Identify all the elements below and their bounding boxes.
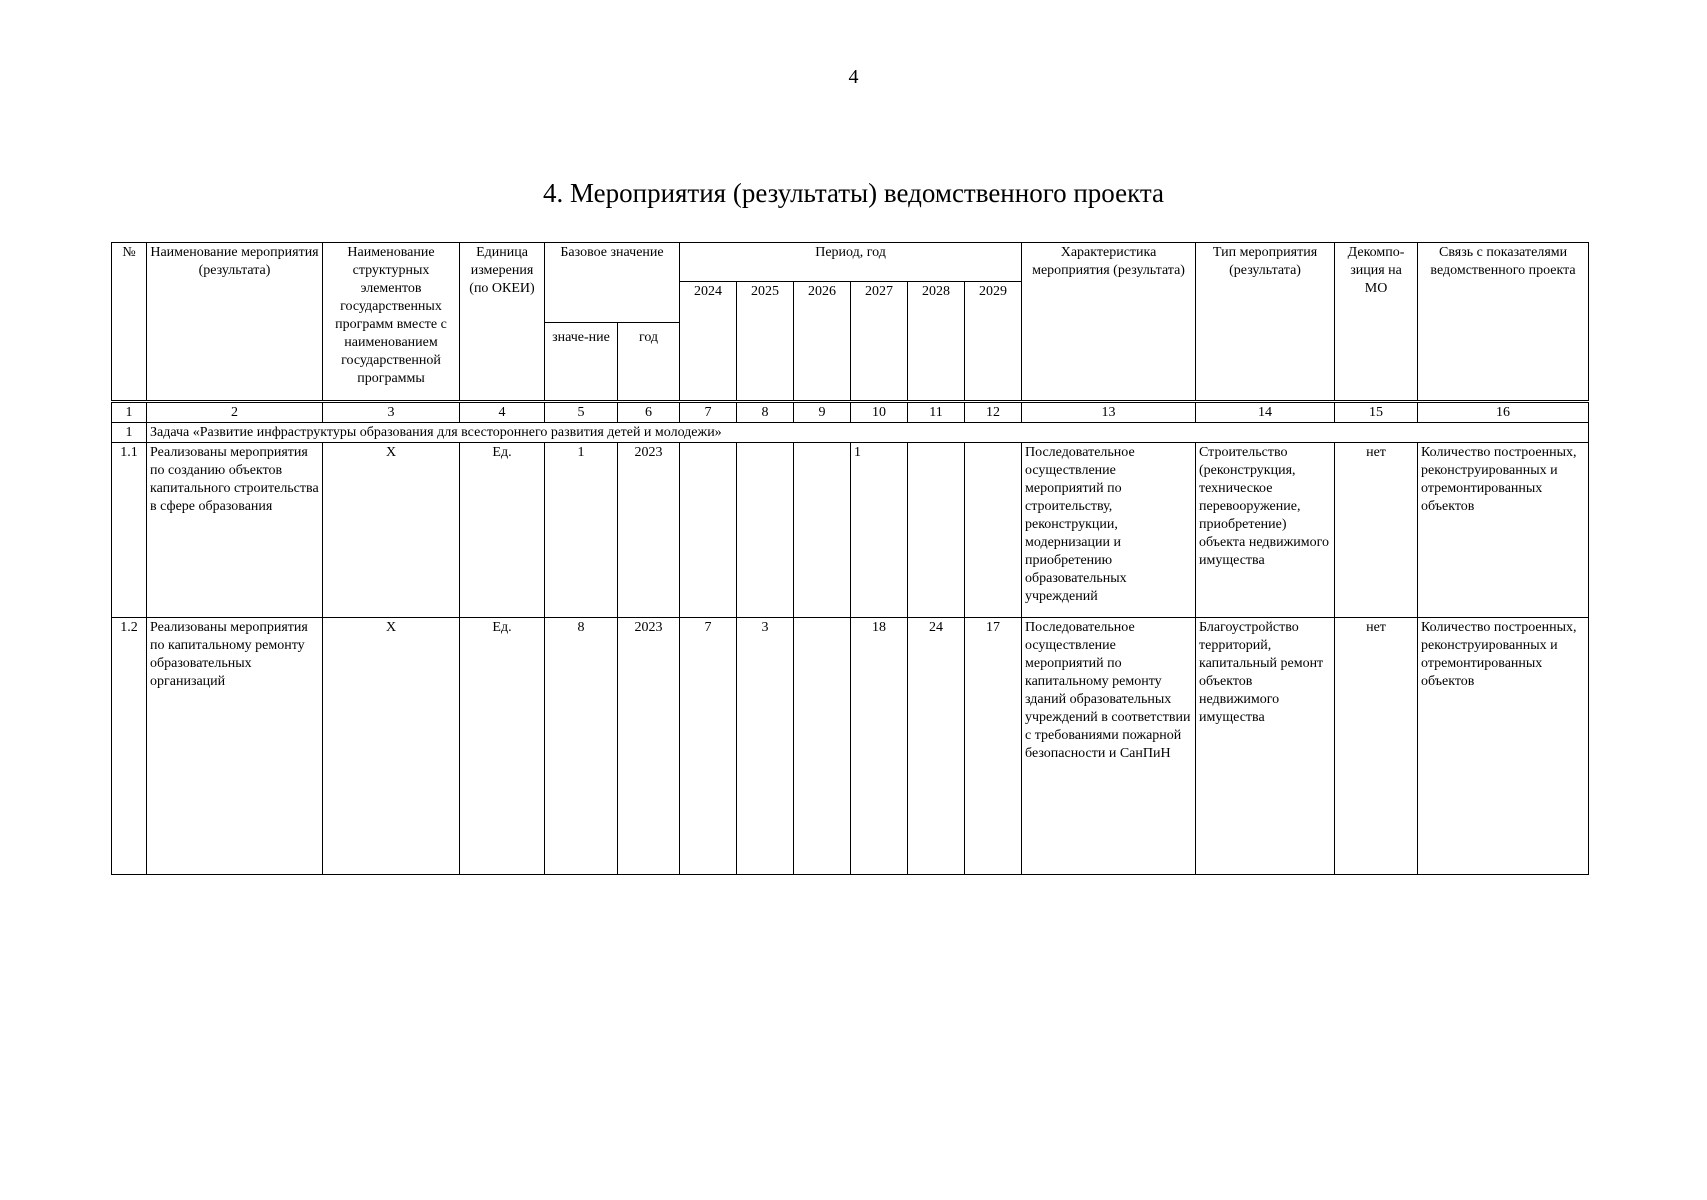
row-year-2024 — [680, 443, 737, 618]
data-table — [111, 402, 1589, 875]
header-characteristic: Характеристика мероприятия (результата) — [1022, 243, 1196, 401]
header-year-2024: 2024 — [680, 282, 737, 401]
row-year-2028 — [908, 443, 965, 618]
header-base-year: год — [618, 323, 680, 401]
row-no: 1.2 — [112, 618, 147, 875]
row-characteristic: Последовательное осуществление мероприятий по капитальному ремонту зданий образовательных учреждений в соответствии с требованиями пожарной безопасности и СанПиН — [1022, 618, 1196, 875]
row-struct: Х — [323, 618, 460, 875]
row-decomposition: нет — [1335, 618, 1418, 875]
header-no: № — [112, 243, 147, 401]
row-year-2026 — [794, 618, 851, 875]
header-period: Период, год — [680, 243, 1022, 282]
row-year-2027: 1 — [851, 443, 908, 618]
header-year-2027: 2027 — [851, 282, 908, 401]
row-year-2028: 24 — [908, 618, 965, 875]
column-number: 7 — [680, 403, 737, 423]
row-year-2024: 7 — [680, 618, 737, 875]
column-numbers-row — [112, 403, 1589, 423]
row-base-value: 1 — [545, 443, 618, 618]
column-number: 12 — [965, 403, 1022, 423]
column-number: 14 — [1196, 403, 1335, 423]
header-year-2028: 2028 — [908, 282, 965, 401]
row-year-2025 — [737, 443, 794, 618]
task-row — [112, 423, 1589, 443]
header-table — [111, 242, 1589, 401]
row-base-year: 2023 — [618, 443, 680, 618]
row-year-2025: 3 — [737, 618, 794, 875]
header-link: Связь с показателями ведомственного проекта — [1418, 243, 1589, 401]
column-number: 8 — [737, 403, 794, 423]
table-row — [112, 443, 1589, 618]
row-struct: Х — [323, 443, 460, 618]
header-struct: Наименование структурных элементов государственных программ вместе с наименованием государственной программы — [323, 243, 460, 401]
header-year-2026: 2026 — [794, 282, 851, 401]
column-number: 1 — [112, 403, 147, 423]
row-unit: Ед. — [460, 618, 545, 875]
header-decomposition: Декомпо-зиция на МО — [1335, 243, 1418, 401]
column-number: 13 — [1022, 403, 1196, 423]
row-year-2026 — [794, 443, 851, 618]
header-name: Наименование мероприятия (результата) — [147, 243, 323, 401]
column-number: 10 — [851, 403, 908, 423]
row-base-year: 2023 — [618, 618, 680, 875]
row-type: Благоустройство территорий, капитальный ремонт объектов недвижимого имущества — [1196, 618, 1335, 875]
row-unit: Ед. — [460, 443, 545, 618]
column-number: 4 — [460, 403, 545, 423]
column-number: 2 — [147, 403, 323, 423]
column-number: 3 — [323, 403, 460, 423]
table-row — [112, 618, 1589, 875]
header-unit: Единица измерения (по ОКЕИ) — [460, 243, 545, 401]
header-base-value: значе-ние — [545, 323, 618, 401]
row-name: Реализованы мероприятия по капитальному ремонту образовательных организаций — [147, 618, 323, 875]
header-year-2025: 2025 — [737, 282, 794, 401]
row-year-2029 — [965, 443, 1022, 618]
column-number: 6 — [618, 403, 680, 423]
row-type: Строительство (реконструкция, техническое перевооружение, приобретение) объекта недвижимого имущества — [1196, 443, 1335, 618]
column-number: 16 — [1418, 403, 1589, 423]
header-base: Базовое значение — [545, 243, 680, 323]
header-year-2029: 2029 — [965, 282, 1022, 401]
row-no: 1.1 — [112, 443, 147, 618]
row-name: Реализованы мероприятия по созданию объектов капитального строительства в сфере образования — [147, 443, 323, 618]
column-number: 9 — [794, 403, 851, 423]
row-characteristic: Последовательное осуществление мероприятий по строительству, реконструкции, модернизации и приобретению образовательных учреждений — [1022, 443, 1196, 618]
column-number: 15 — [1335, 403, 1418, 423]
row-link: Количество построенных, реконструированных и отремонтированных объектов — [1418, 618, 1589, 875]
row-year-2027: 18 — [851, 618, 908, 875]
page-title: 4. Мероприятия (результаты) ведомственного проекта — [542, 178, 1164, 208]
page-number: 4 — [848, 66, 859, 88]
row-decomposition: нет — [1335, 443, 1418, 618]
column-number: 11 — [908, 403, 965, 423]
row-year-2029: 17 — [965, 618, 1022, 875]
task-text: Задача «Развитие инфраструктуры образования для всестороннего развития детей и молодежи» — [147, 423, 1589, 443]
column-number: 5 — [545, 403, 618, 423]
header-type: Тип мероприятия (результата) — [1196, 243, 1335, 401]
row-base-value: 8 — [545, 618, 618, 875]
task-no: 1 — [112, 423, 147, 443]
row-link: Количество построенных, реконструированных и отремонтированных объектов — [1418, 443, 1589, 618]
